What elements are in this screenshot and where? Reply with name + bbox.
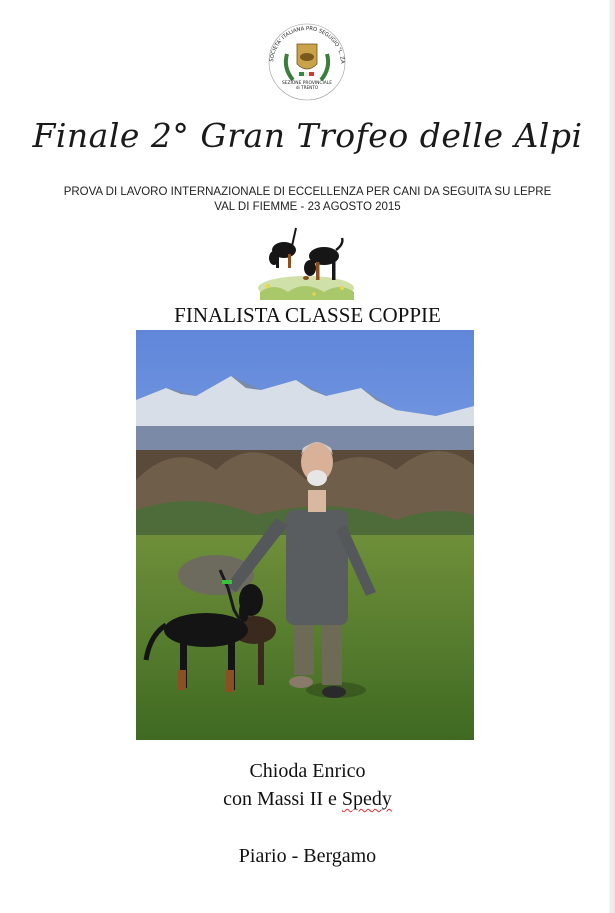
dogs-names-last: Spedy <box>341 788 392 810</box>
hounds-illustration <box>254 222 358 302</box>
logo-section-line1: SEZIONE PROVINCIALE <box>281 81 333 86</box>
dogs-names-prefix: con Massi II e <box>223 788 342 810</box>
logo-section-line2: di TRENTO <box>295 85 319 90</box>
dogs-names <box>0 788 615 811</box>
class-heading: FINALISTA CLASSE COPPIE <box>174 303 441 327</box>
handler-location: Piario - Bergamo <box>238 845 377 867</box>
event-title: Finale 2° Gran Trofeo delle Alpi <box>32 116 583 155</box>
logo-ring-text: SOCIETA' ITALIANA PRO SEGUGIO "L. ZA <box>269 25 346 64</box>
society-logo <box>263 20 351 102</box>
event-subtitle: PROVA DI LAVORO INTERNAZIONALE DI ECCELLENZA PER CANI DA SEGUITA SU LEPRE <box>63 186 552 198</box>
photo-man-with-two-hounds <box>136 330 474 740</box>
handler-name: Chioda Enrico <box>249 760 366 782</box>
event-date-location: VAL DI FIEMME - 23 AGOSTO 2015 <box>214 201 401 213</box>
